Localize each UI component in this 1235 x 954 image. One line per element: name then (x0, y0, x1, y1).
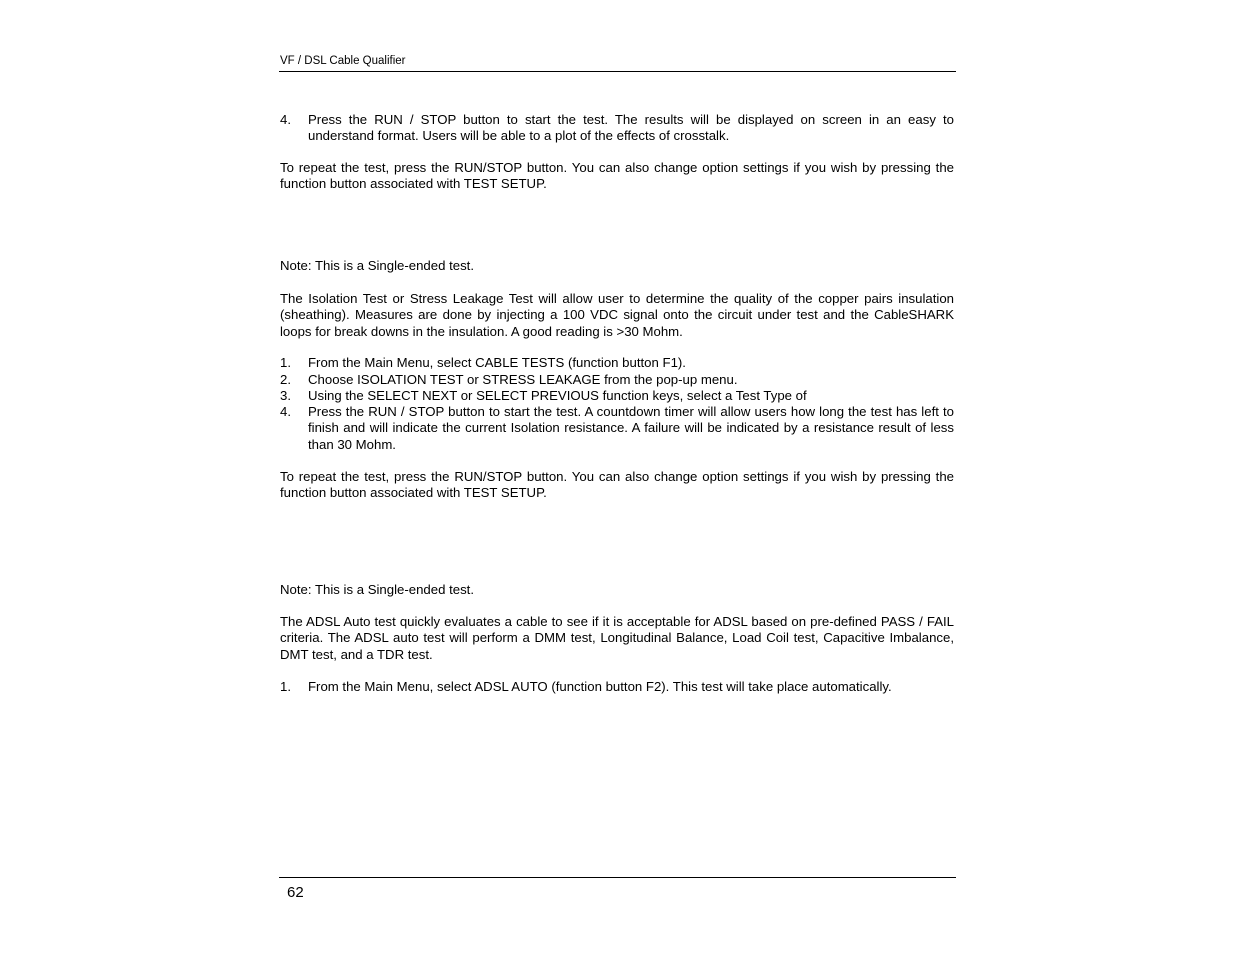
footer-divider (279, 877, 956, 878)
list-item (280, 112, 954, 145)
list-item-text: Press the RUN / STOP button to start the test. The results will be displayed on screen in an easy to understand format. Users will be able to a plot of the effects of crosstalk. (308, 112, 954, 144)
list-item (280, 372, 954, 388)
list-item-number: 1. (280, 355, 291, 370)
isolation-test-intro: The Isolation Test or Stress Leakage Test will allow user to determine the quality of the copper pairs insulation (sheathing). Measures are done by injecting a 100 VDC signal onto the circuit under test and the CableSHARK loops for break downs in the insulation. A good reading is >30 Mohm. (280, 291, 954, 339)
list-item-text: Choose ISOLATION TEST or STRESS LEAKAGE from the pop-up menu. (308, 372, 738, 387)
list-item-number: 2. (280, 372, 291, 387)
adsl-auto-intro: The ADSL Auto test quickly evaluates a cable to see if it is acceptable for ADSL based on pre-defined PASS / FAIL criteria. The ADSL auto test will perform a DMM test, Longitudinal Balance, Load Coil test, Capacitive Imbalance, DMT test, and a TDR test. (280, 614, 954, 662)
list-item-text: Press the RUN / STOP button to start the test. A countdown timer will allow users how long the test has left to finish and will indicate the current Isolation resistance. A failure will be indicated by a resistance result of less than 30 Mohm. (308, 404, 954, 452)
single-ended-note: Note: This is a Single-ended test. (280, 258, 475, 273)
list-item-number: 4. (280, 404, 291, 419)
header-divider (279, 71, 956, 72)
list-item-text: Using the SELECT NEXT or SELECT PREVIOUS function keys, select a Test Type of (308, 388, 807, 403)
list-item-number: 3. (280, 388, 291, 403)
list-item (280, 679, 954, 695)
page-number: 62 (287, 884, 304, 901)
list-item (280, 388, 954, 404)
repeat-instructions: To repeat the test, press the RUN/STOP button. You can also change option settings if you wish by pressing the function button associated with TEST SETUP. (280, 160, 954, 192)
list-item (280, 355, 954, 371)
repeat-instructions: To repeat the test, press the RUN/STOP button. You can also change option settings if you wish by pressing the function button associated with TEST SETUP. (280, 469, 954, 501)
list-item (280, 404, 954, 453)
list-item-text: From the Main Menu, select ADSL AUTO (function button F2). This test will take place automatically. (308, 679, 892, 694)
list-item-text: From the Main Menu, select CABLE TESTS (function button F1). (308, 355, 686, 370)
running-header: VF / DSL Cable Qualifier (280, 55, 406, 67)
list-item-number: 4. (280, 112, 291, 127)
list-item-number: 1. (280, 679, 291, 694)
single-ended-note: Note: This is a Single-ended test. (280, 582, 475, 597)
